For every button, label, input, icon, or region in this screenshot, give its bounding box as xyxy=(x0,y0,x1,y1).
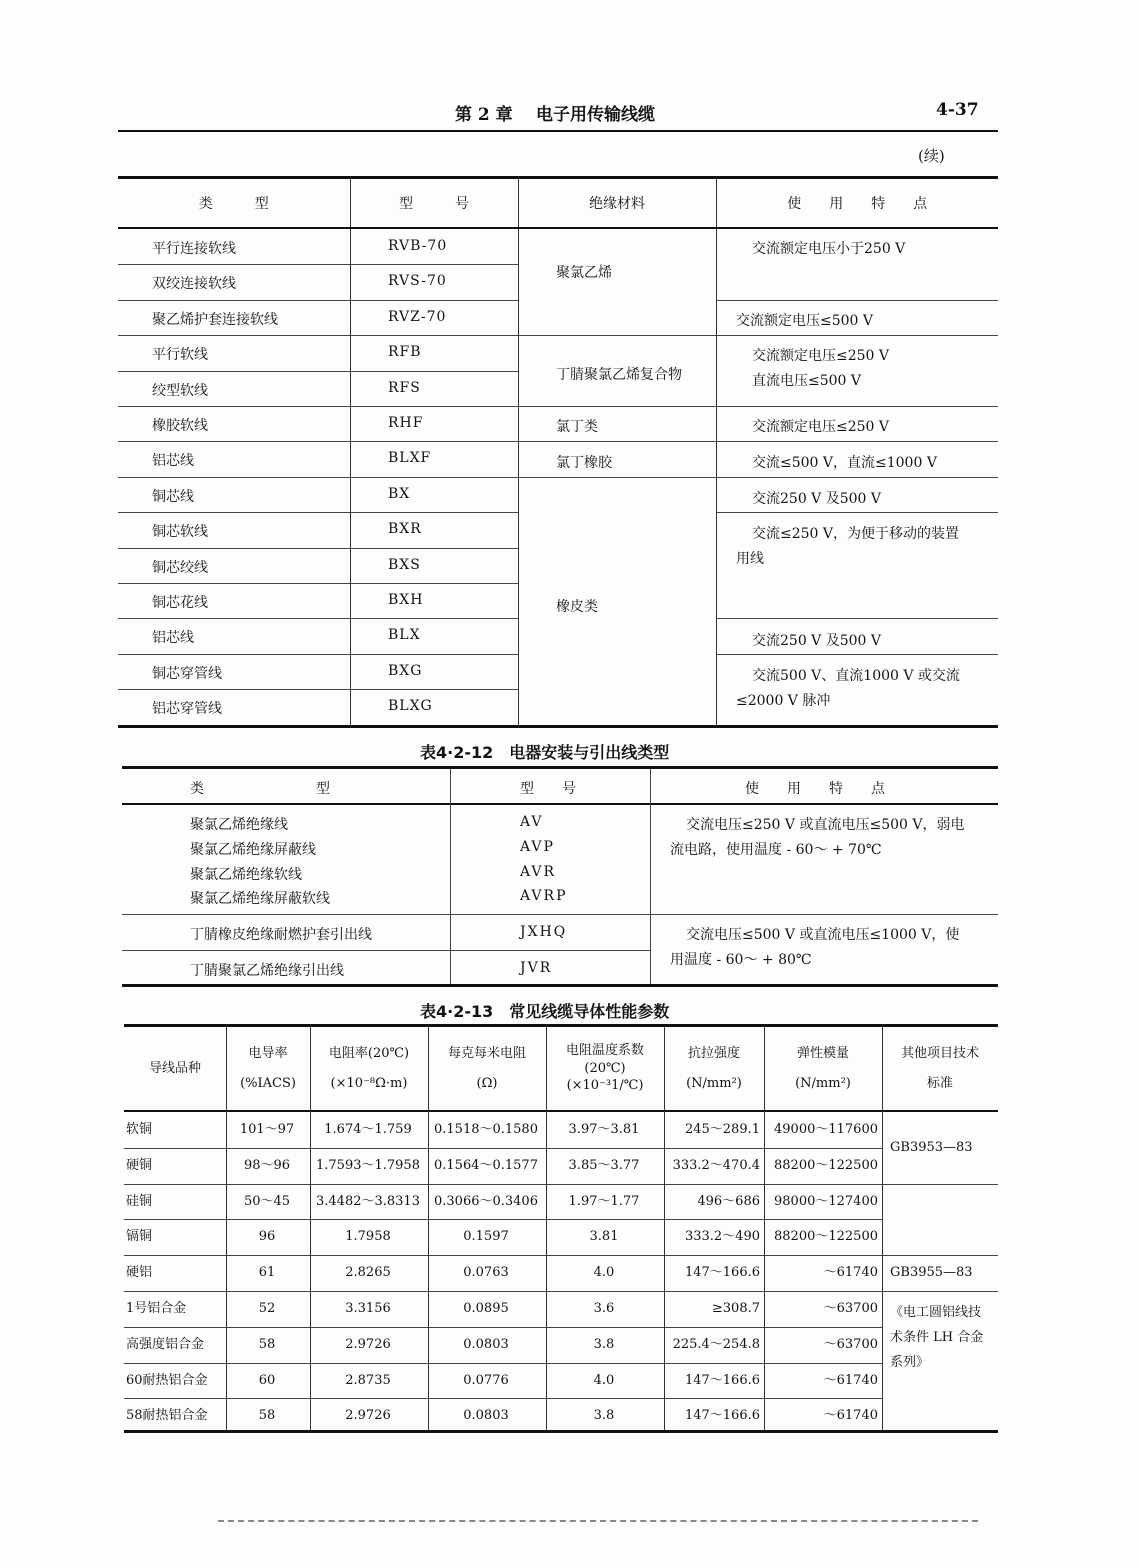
t1-row-rule xyxy=(118,441,518,442)
feature-6: 交流250 V 及500 V xyxy=(752,491,882,507)
t3-value-cell: 1.7593～1.7958 xyxy=(316,1157,420,1173)
t1-row-rule xyxy=(118,335,518,336)
t3-header-cell xyxy=(764,1027,882,1110)
t2-group-rule xyxy=(122,914,998,915)
t1-header-material: 绝缘材料 xyxy=(518,179,716,227)
t3-header-line: (×10⁻⁸Ω·m) xyxy=(330,1075,408,1091)
t1-type-cell: 铜芯软线 xyxy=(152,524,208,541)
t1-type-cell: 铜芯穿管线 xyxy=(152,665,222,682)
material-neoprene-rubber: 氯丁橡胶 xyxy=(556,455,612,471)
t3-value-cell: ～63700 xyxy=(823,1336,878,1352)
t3-standard: GB3955—83 xyxy=(890,1265,973,1281)
material-neoprene: 氯丁类 xyxy=(556,419,598,435)
t1-type-cell: 双绞连接软线 xyxy=(152,276,236,293)
t3-standard-rule xyxy=(882,1184,998,1185)
t1-type-cell: 铜芯线 xyxy=(152,488,194,505)
t1-type-cell: 铝芯线 xyxy=(152,630,194,647)
t2-model-4: JXHQ xyxy=(520,924,568,940)
t3-value-cell: 0.0763 xyxy=(463,1265,509,1281)
t3-value-cell: 96 xyxy=(258,1229,276,1245)
t3-vline xyxy=(764,1027,765,1430)
table2-caption: 表4·2-12 电器安装与引出线类型 xyxy=(420,743,670,762)
t1-group-rule xyxy=(518,335,998,336)
t3-header-cell xyxy=(664,1027,764,1110)
t2-header-type: 类 型 xyxy=(190,781,330,797)
t2-type-3: 聚氯乙烯绝缘屏蔽软线 xyxy=(190,891,330,907)
t1-row-rule xyxy=(118,618,518,619)
feature-1: 交流额定电压≤500 V xyxy=(736,313,874,329)
t2-model-5: JVR xyxy=(520,960,553,976)
t3-value-cell: 0.1597 xyxy=(463,1229,509,1245)
t1-type-cell: 铝芯穿管线 xyxy=(152,701,222,718)
material-nbr-pvc: 丁腈聚氯乙烯复合物 xyxy=(556,367,682,383)
table3 xyxy=(124,1027,998,1432)
t3-material-cell: 高强度铝合金 xyxy=(126,1336,205,1352)
t1-type-cell: 平行软线 xyxy=(152,347,208,364)
t3-value-cell: 88200～122500 xyxy=(774,1157,878,1173)
t1-model-cell: RVZ-70 xyxy=(388,308,447,325)
t3-material-cell: 软铜 xyxy=(126,1122,153,1137)
t1-model-cell: BLX xyxy=(388,627,421,644)
t3-value-cell: 58 xyxy=(258,1408,276,1424)
t3-header-line: 导线品种 xyxy=(148,1060,201,1076)
t1-row-rule xyxy=(118,406,518,407)
t3-header-line: 每克每米电阻 xyxy=(447,1045,526,1061)
continued-label: (续) xyxy=(918,147,945,165)
t3-value-cell: 2.8735 xyxy=(345,1372,391,1388)
t3-value-cell: 3.3156 xyxy=(345,1301,391,1316)
table3-caption: 表4·2-13 常见线缆导体性能参数 xyxy=(420,1002,670,1021)
t3-value-cell: 0.0895 xyxy=(463,1301,509,1316)
t1-header-model: 型 号 xyxy=(350,179,518,227)
t1-type-cell: 聚乙烯护套连接软线 xyxy=(152,311,278,328)
t3-header-cell xyxy=(226,1027,310,1110)
t1-model-cell: RFB xyxy=(388,344,422,361)
t2-type-0: 聚氯乙烯绝缘线 xyxy=(190,817,288,833)
t3-standard-rule xyxy=(882,1255,998,1256)
t3-header-line: (N/mm²) xyxy=(686,1075,742,1091)
t3-vline xyxy=(882,1027,883,1430)
t3-vline xyxy=(226,1027,227,1430)
t1-model-cell: RHF xyxy=(388,415,424,431)
t3-header-line: 电阻率(20℃) xyxy=(328,1045,410,1061)
t3-value-cell: 147～166.6 xyxy=(684,1265,760,1281)
chapter-label: 第 2 章 xyxy=(455,105,513,125)
t1-row-rule xyxy=(118,264,518,265)
t3-standard: 《电工圆铝线技 xyxy=(890,1305,982,1320)
t3-value-cell: 496～686 xyxy=(697,1193,760,1209)
t3-vline xyxy=(310,1027,311,1430)
t3-vline xyxy=(428,1027,429,1430)
t2-vline-2 xyxy=(650,769,651,986)
t3-value-cell: 1.97～1.77 xyxy=(568,1193,640,1209)
t3-value-cell: 333.2～470.4 xyxy=(672,1157,760,1173)
t3-header-cell xyxy=(310,1027,428,1110)
t1-model-cell: BLXF xyxy=(388,450,432,467)
t2-model-2: AVR xyxy=(520,864,557,880)
t3-value-cell: 2.8265 xyxy=(345,1265,391,1281)
t3-value-cell: 147～166.6 xyxy=(684,1372,760,1388)
feature-7: 交流≤250 V，为便于移动的装置 xyxy=(752,526,960,542)
t3-value-cell: 60 xyxy=(258,1372,276,1388)
material-rubber: 橡皮类 xyxy=(556,599,598,615)
t2-type-4: 丁腈橡皮绝缘耐燃护套引出线 xyxy=(190,927,372,943)
t3-value-cell: 0.0776 xyxy=(463,1372,509,1388)
t3-header-cell xyxy=(428,1027,546,1110)
t3-standard: 系列》 xyxy=(890,1355,930,1370)
t3-value-cell: 2.9726 xyxy=(345,1408,391,1424)
t3-standard: 术条件 LH 合金 xyxy=(890,1330,984,1345)
t3-value-cell: 1.7958 xyxy=(345,1229,391,1245)
t1-group-rule xyxy=(518,477,998,478)
t1-model-cell: BXR xyxy=(388,521,422,538)
page-number: 4-37 xyxy=(936,100,979,120)
t1-model-cell: BLXG xyxy=(388,698,433,715)
t3-value-cell: 58 xyxy=(258,1336,276,1352)
t2-model-1: AVP xyxy=(520,839,555,855)
t3-material-cell: 60耐热铝合金 xyxy=(126,1372,208,1388)
t3-value-cell: ～61740 xyxy=(823,1372,878,1388)
t3-value-cell: 3.85～3.77 xyxy=(568,1157,640,1173)
t3-value-cell: 88200～122500 xyxy=(774,1229,878,1245)
t3-value-cell: 2.9726 xyxy=(345,1336,391,1352)
t1-type-cell: 绞型软线 xyxy=(152,382,208,399)
t1-model-cell: RFS xyxy=(388,379,421,396)
t1-type-cell: 平行连接软线 xyxy=(152,241,236,257)
t3-standard: GB3953—83 xyxy=(890,1139,973,1155)
t1-model-cell: BXH xyxy=(388,592,424,608)
t1-feature-rule xyxy=(716,618,998,619)
t2-feature-1a: 交流电压≤250 V 或直流电压≤500 V，弱电 xyxy=(686,817,965,833)
t2-feature-2b: 用温度 - 60～ + 80℃ xyxy=(670,952,812,968)
t3-value-cell: 0.3066～0.3406 xyxy=(434,1193,538,1209)
t3-value-cell: 3.8 xyxy=(593,1408,615,1424)
t1-model-cell: RVB-70 xyxy=(388,238,448,254)
t3-material-cell: 硬铜 xyxy=(126,1157,153,1173)
table3-bottom-rule xyxy=(124,1430,998,1433)
feature-8: 用线 xyxy=(736,551,764,567)
t3-material-cell: 1号铝合金 xyxy=(126,1301,187,1316)
t3-material-cell: 硅铜 xyxy=(126,1193,153,1209)
t1-model-cell: BXS xyxy=(388,556,421,573)
t3-material-cell: 硬铝 xyxy=(126,1265,153,1281)
t3-header-line: (N/mm²) xyxy=(795,1075,851,1091)
t3-value-cell: 245～289.1 xyxy=(684,1122,760,1137)
t2-type-2: 聚氯乙烯绝缘软线 xyxy=(190,867,302,883)
t3-value-cell: 3.8 xyxy=(593,1336,615,1352)
t3-value-cell: 49000～117600 xyxy=(774,1122,878,1137)
table1-body xyxy=(118,229,998,725)
t3-value-cell: 101～97 xyxy=(239,1122,295,1137)
t1-model-cell: BXG xyxy=(388,662,423,679)
t1-feature-rule xyxy=(716,512,998,513)
t3-vline xyxy=(664,1027,665,1430)
t3-header-line: 电阻温度系数 xyxy=(565,1043,644,1059)
feature-5: 交流≤500 V，直流≤1000 V xyxy=(752,455,937,471)
t3-value-cell: 4.0 xyxy=(593,1265,615,1281)
t3-value-cell: 225.4～254.8 xyxy=(672,1336,760,1352)
t3-value-cell: 333.2～490 xyxy=(684,1229,760,1245)
t3-header-cell xyxy=(124,1027,226,1110)
t1-row-rule xyxy=(118,654,518,655)
t1-header-type: 类 型 xyxy=(118,179,350,227)
t3-value-cell: 3.81 xyxy=(589,1229,619,1245)
t1-vline xyxy=(350,229,351,725)
t3-value-cell: ～63700 xyxy=(823,1301,878,1316)
t3-header-cell xyxy=(546,1027,664,1110)
t3-value-cell: 0.0803 xyxy=(463,1336,509,1352)
t2-vline-1 xyxy=(450,769,451,986)
t3-vline xyxy=(546,1027,547,1430)
feature-0: 交流额定电压小于250 V xyxy=(752,241,906,257)
feature-9: 交流250 V 及500 V xyxy=(752,633,882,649)
t3-header-line: 弹性模量 xyxy=(796,1045,849,1061)
t1-feature-rule xyxy=(716,300,998,301)
t3-value-cell: 0.1518～0.1580 xyxy=(434,1122,538,1137)
t3-value-cell: 3.4482～3.8313 xyxy=(316,1193,420,1209)
t2-feature-2a: 交流电压≤500 V 或直流电压≤1000 V，使 xyxy=(686,927,960,943)
t3-value-cell: 98000～127400 xyxy=(774,1193,878,1209)
t1-row-rule xyxy=(118,300,518,301)
t3-header-line: 其他项目技术 xyxy=(900,1045,979,1061)
t3-header-line: 抗拉强度 xyxy=(687,1045,740,1061)
feature-11: ≤2000 V 脉冲 xyxy=(736,693,831,709)
t3-value-cell: 50～45 xyxy=(243,1193,291,1209)
t1-type-cell: 铜芯花线 xyxy=(152,595,208,611)
t3-header-line: (%IACS) xyxy=(240,1075,296,1091)
t3-value-cell: 0.0803 xyxy=(463,1408,509,1424)
t1-header-feature: 使 用 特 点 xyxy=(716,179,998,227)
t1-row-rule xyxy=(118,689,518,690)
t3-value-cell: 4.0 xyxy=(593,1372,615,1388)
t1-model-cell: BX xyxy=(388,485,411,502)
t3-value-cell: ～61740 xyxy=(823,1408,878,1424)
feature-3: 直流电压≤500 V xyxy=(752,373,862,389)
t1-row-rule xyxy=(118,548,518,549)
t2-header-feature: 使 用 特 点 xyxy=(745,781,885,797)
feature-4: 交流额定电压≤250 V xyxy=(752,419,890,435)
t1-row-rule xyxy=(118,477,518,478)
feature-2: 交流额定电压≤250 V xyxy=(752,348,890,364)
t2-row-rule xyxy=(122,950,650,951)
t1-vline xyxy=(518,229,519,725)
t2-model-3: AVRP xyxy=(520,888,568,904)
t3-header-line: (Ω) xyxy=(476,1075,498,1091)
table1-bottom-rule xyxy=(118,725,998,728)
table1 xyxy=(118,179,998,228)
t2-feature-1b: 流电路，使用温度 - 60～ + 70℃ xyxy=(670,842,882,858)
t3-value-cell: 3.97～3.81 xyxy=(568,1122,640,1137)
t1-group-rule xyxy=(518,406,998,407)
t3-header-line: (×10⁻³1/℃) xyxy=(566,1078,644,1094)
t3-value-cell: 98～96 xyxy=(243,1157,291,1173)
table2-header-rule xyxy=(122,803,998,805)
feature-10: 交流500 V、直流1000 V 或交流 xyxy=(752,668,960,684)
t3-header-line: 标准 xyxy=(926,1075,953,1091)
t3-value-cell: 52 xyxy=(258,1301,276,1316)
chapter-title: 电子用传输线缆 xyxy=(536,105,655,125)
t3-value-cell: 3.6 xyxy=(593,1301,615,1316)
t3-value-cell: ≥308.7 xyxy=(711,1301,760,1316)
t2-header-model: 型 号 xyxy=(520,781,576,797)
t1-vline xyxy=(716,229,717,725)
t3-standard-rule xyxy=(882,1291,998,1292)
footer-dashes xyxy=(218,1520,978,1522)
t1-type-cell: 铝芯线 xyxy=(152,453,194,470)
t3-header-line: (20℃) xyxy=(584,1060,626,1076)
t3-value-cell: 1.674～1.759 xyxy=(324,1122,412,1137)
t3-value-cell: 61 xyxy=(258,1265,276,1281)
t1-feature-rule xyxy=(716,654,998,655)
t3-material-cell: 镉铜 xyxy=(126,1229,153,1245)
t3-value-cell: 147～166.6 xyxy=(684,1408,760,1424)
t3-value-cell: ～61740 xyxy=(823,1265,878,1281)
table2-bottom-rule xyxy=(122,984,998,987)
t1-row-rule xyxy=(118,512,518,513)
t1-type-cell: 橡胶软线 xyxy=(152,418,208,434)
t1-row-rule xyxy=(118,371,518,372)
t3-material-cell: 58耐热铝合金 xyxy=(126,1408,208,1424)
t3-header-cell xyxy=(882,1027,998,1110)
t3-value-cell: 0.1564～0.1577 xyxy=(434,1157,538,1173)
t2-model-0: AV xyxy=(520,814,544,830)
table2-top-rule xyxy=(122,766,998,769)
material-pvc: 聚氯乙烯 xyxy=(556,265,612,281)
t2-type-5: 丁腈聚氯乙烯绝缘引出线 xyxy=(190,963,344,979)
t1-model-cell: RVS-70 xyxy=(388,273,447,290)
t1-type-cell: 铜芯绞线 xyxy=(152,559,208,576)
t3-header-line: 电导率 xyxy=(248,1045,288,1061)
t2-type-1: 聚氯乙烯绝缘屏蔽线 xyxy=(190,842,316,858)
t1-row-rule xyxy=(118,583,518,584)
t1-group-rule xyxy=(518,441,998,442)
header-rule xyxy=(118,130,998,132)
